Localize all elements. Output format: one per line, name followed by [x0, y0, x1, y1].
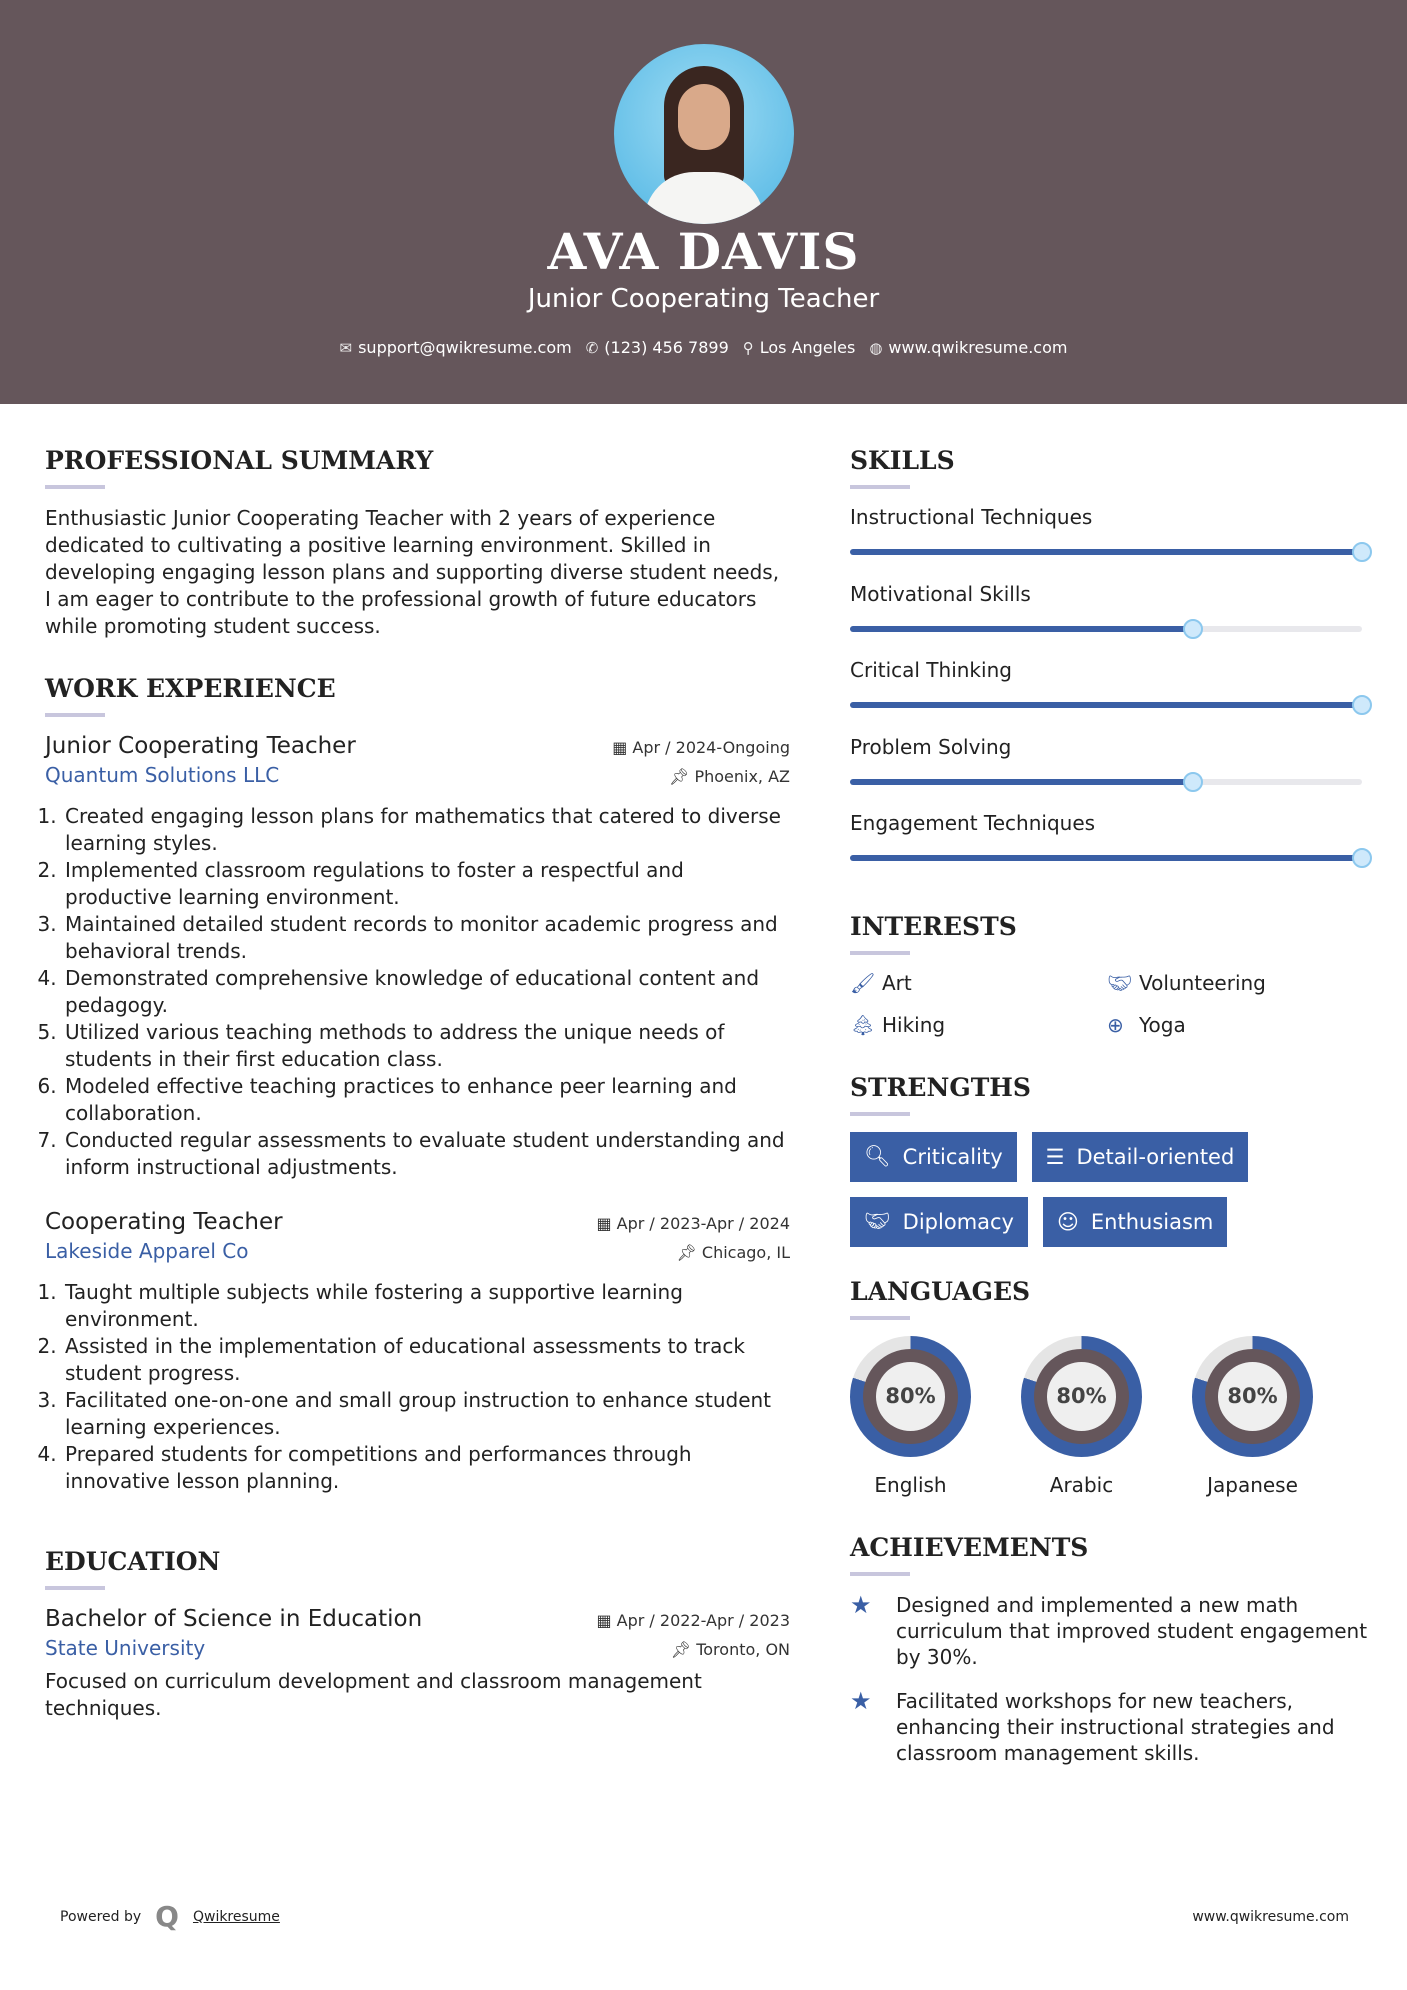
- skill-bar: [850, 702, 1362, 708]
- calendar-icon: ▦: [596, 1611, 617, 1630]
- calendar-icon: ▦: [612, 738, 633, 757]
- calendar-icon: ▦: [596, 1214, 617, 1233]
- tree-icon: 🌲︎: [850, 1012, 876, 1037]
- contact-location: ⚲ Los Angeles: [742, 338, 856, 357]
- education-date: Apr / 2022-Apr / 2023: [616, 1611, 790, 1630]
- job-entry: [45, 733, 790, 1181]
- skill-bar-fill: [850, 702, 1362, 708]
- list-item: 4. Prepared students for competitions and performances through innovative lesson planning.: [63, 1441, 790, 1495]
- map-pin-icon: ⚲: [742, 339, 754, 357]
- skill-label: Critical Thinking: [850, 658, 1012, 682]
- contact-email[interactable]: ✉ support@qwikresume.com: [339, 338, 572, 357]
- paintbrush-icon: 🖌︎: [850, 970, 876, 995]
- company-name: Quantum Solutions LLC: [45, 763, 280, 787]
- list-item: 1. Created engaging lesson plans for mathematics that catered to diverse learning styles.: [63, 803, 790, 857]
- summary-text: Enthusiastic Junior Cooperating Teacher with 2 years of experience dedicated to cultivating a positive learning environment. Skilled in developing engaging lesson plans and supporting diverse student needs, I am eager to contribute to the professional growth of future educators while promoting student success.: [45, 506, 780, 638]
- list-item: 6. Modeled effective teaching practices to enhance peer learning and collaboration.: [63, 1073, 790, 1127]
- section-heading-summary: PROFESSIONAL SUMMARY: [45, 446, 434, 475]
- strength-tag: ☰ Detail-oriented: [1032, 1132, 1249, 1182]
- brand-link[interactable]: Qwikresume: [192, 1908, 280, 1925]
- job-title: Cooperating Teacher: [45, 1209, 283, 1235]
- list-item: 1. Taught multiple subjects while fostering a supportive learning environment.: [63, 1279, 790, 1333]
- education-text: Focused on curriculum development and classroom management techniques.: [45, 1669, 702, 1720]
- heading-underline: [45, 713, 105, 717]
- section-heading-work: WORK EXPERIENCE: [45, 674, 336, 703]
- skill-bar-fill: [850, 855, 1362, 861]
- skill-item: [850, 811, 1370, 888]
- job-duties: [45, 803, 790, 1181]
- list-item: 3. Maintained detailed student records to monitor academic progress and behavioral trends.: [63, 911, 790, 965]
- skill-item: [850, 735, 1370, 812]
- right-column: [850, 404, 1370, 1784]
- skill-label: Motivational Skills: [850, 581, 1031, 606]
- list-item: 7. Conducted regular assessments to evaluate student understanding and inform instructional adjustments.: [63, 1127, 790, 1181]
- skills-list: [850, 505, 1370, 888]
- section-heading-interests: INTERESTS: [850, 911, 1017, 941]
- skill-bar-knob: [1183, 619, 1203, 639]
- language-arabic: 80% Arabic: [1021, 1336, 1142, 1497]
- footer-url[interactable]: www.qwikresume.com: [1192, 1908, 1349, 1925]
- skill-bar: [850, 779, 1362, 785]
- envelope-icon: ✉: [339, 339, 353, 357]
- interest-hiking: 🌲︎ Hiking: [850, 1012, 946, 1037]
- language-donut: 80%: [1192, 1336, 1313, 1457]
- skill-bar-knob: [1352, 695, 1372, 715]
- heading-underline: [850, 1316, 910, 1320]
- star-icon: ★: [850, 1686, 872, 1715]
- skill-bar-knob: [1352, 542, 1372, 562]
- language-donut: 80%: [1021, 1336, 1142, 1457]
- job-date: Apr / 2023-Apr / 2024: [616, 1214, 790, 1233]
- star-icon: ★: [850, 1590, 872, 1619]
- list-item: 3. Facilitated one-on-one and small group instruction to enhance student learning experiences.: [63, 1387, 790, 1441]
- heading-underline: [850, 1112, 910, 1116]
- section-heading-strengths: STRENGTHS: [850, 1072, 1031, 1102]
- smile-icon: ☺: [1057, 1209, 1079, 1234]
- strength-tag: ☺ Enthusiasm: [1043, 1197, 1227, 1247]
- school-name: State University: [45, 1636, 206, 1660]
- contact-bar: [0, 338, 1407, 357]
- heading-underline: [850, 951, 910, 955]
- left-column: [45, 404, 790, 1722]
- skill-bar: [850, 549, 1362, 555]
- pin-icon: 📌︎: [670, 1640, 697, 1659]
- powered-by-label: Powered by: [60, 1908, 142, 1925]
- education-location: Toronto, ON: [696, 1640, 790, 1659]
- job-title: Junior Cooperating Teacher: [45, 733, 356, 759]
- interest-volunteering: 🤝︎ Volunteering: [1107, 970, 1266, 995]
- skill-bar-knob: [1183, 772, 1203, 792]
- heading-underline: [850, 485, 910, 489]
- skill-bar-fill: [850, 549, 1362, 555]
- list-item: 4. Demonstrated comprehensive knowledge of educational content and pedagogy.: [63, 965, 790, 1019]
- list-item: 2. Assisted in the implementation of educational assessments to track student progress.: [63, 1333, 790, 1387]
- languages-list: [850, 1336, 1370, 1497]
- heading-underline: [850, 1572, 910, 1576]
- heading-underline: [45, 485, 105, 489]
- pin-icon: 📌︎: [669, 767, 695, 786]
- footer: [60, 1900, 1349, 1933]
- candidate-title: Junior Cooperating Teacher: [527, 284, 880, 314]
- heading-underline: [45, 1586, 105, 1590]
- search-icon: 🔍︎: [864, 1144, 891, 1168]
- globe-icon: ◍: [869, 339, 883, 357]
- profile-photo: [614, 44, 794, 224]
- section-heading-achievements: ACHIEVEMENTS: [850, 1532, 1089, 1562]
- strengths-tags: [850, 1132, 1370, 1247]
- degree: Bachelor of Science in Education: [45, 1606, 423, 1632]
- company-name: Lakeside Apparel Co: [45, 1239, 249, 1263]
- section-heading-education: EDUCATION: [45, 1547, 221, 1576]
- interest-yoga: ⊕ Yoga: [1107, 1012, 1186, 1037]
- interests-list: [850, 971, 1370, 1037]
- skill-bar: [850, 626, 1362, 632]
- job-entry: [45, 1209, 790, 1495]
- list-icon: ☰: [1045, 1144, 1065, 1169]
- list-item: 5. Utilized various teaching methods to address the unique needs of students in their first education class.: [63, 1019, 790, 1073]
- lifebuoy-icon: ⊕: [1107, 1012, 1124, 1037]
- candidate-name: AVA DAVIS: [547, 222, 860, 281]
- skill-label: Problem Solving: [850, 734, 1012, 759]
- job-location: Chicago, IL: [701, 1243, 790, 1262]
- language-japanese: 80% Japanese: [1192, 1336, 1313, 1497]
- skill-label: Instructional Techniques: [850, 505, 1093, 529]
- skill-item: [850, 505, 1370, 582]
- skill-label: Engagement Techniques: [850, 811, 1096, 835]
- section-heading-skills: SKILLS: [850, 446, 955, 475]
- achievement-item: ★ Designed and implemented a new math curriculum that improved student engagement by 30%.: [850, 1590, 1368, 1669]
- skill-bar: [850, 855, 1362, 861]
- job-date: Apr / 2024-Ongoing: [632, 738, 790, 757]
- skill-bar-fill: [850, 779, 1193, 785]
- skill-bar-fill: [850, 626, 1193, 632]
- resume-header: [0, 0, 1407, 404]
- qwikresume-logo-icon: Q: [155, 1900, 179, 1933]
- contact-phone[interactable]: ✆ (123) 456 7899: [585, 338, 729, 357]
- language-donut: 80%: [850, 1336, 971, 1457]
- strength-tag: 🤝︎ Diplomacy: [850, 1197, 1028, 1247]
- skill-item: [850, 582, 1370, 659]
- skill-bar-knob: [1352, 848, 1372, 868]
- handshake-icon: 🤝︎: [1107, 970, 1133, 995]
- phone-icon: ✆: [585, 339, 599, 357]
- language-english: 80% English: [850, 1336, 971, 1497]
- handshake-icon: 🤝︎: [864, 1209, 891, 1233]
- pin-icon: 📌︎: [676, 1243, 702, 1262]
- interest-art: 🖌︎ Art: [850, 970, 912, 995]
- skill-item: [850, 658, 1370, 735]
- achievement-item: ★ Facilitated workshops for new teachers, enhancing their instructional strategies and classroom management skills.: [850, 1686, 1335, 1765]
- section-heading-languages: LANGUAGES: [850, 1276, 1031, 1306]
- contact-website[interactable]: ◍ www.qwikresume.com: [869, 338, 1068, 357]
- list-item: 2. Implemented classroom regulations to foster a respectful and productive learning environment.: [63, 857, 790, 911]
- job-location: Phoenix, AZ: [694, 767, 790, 786]
- job-duties: [45, 1279, 790, 1495]
- strength-tag: 🔍︎ Criticality: [850, 1132, 1017, 1182]
